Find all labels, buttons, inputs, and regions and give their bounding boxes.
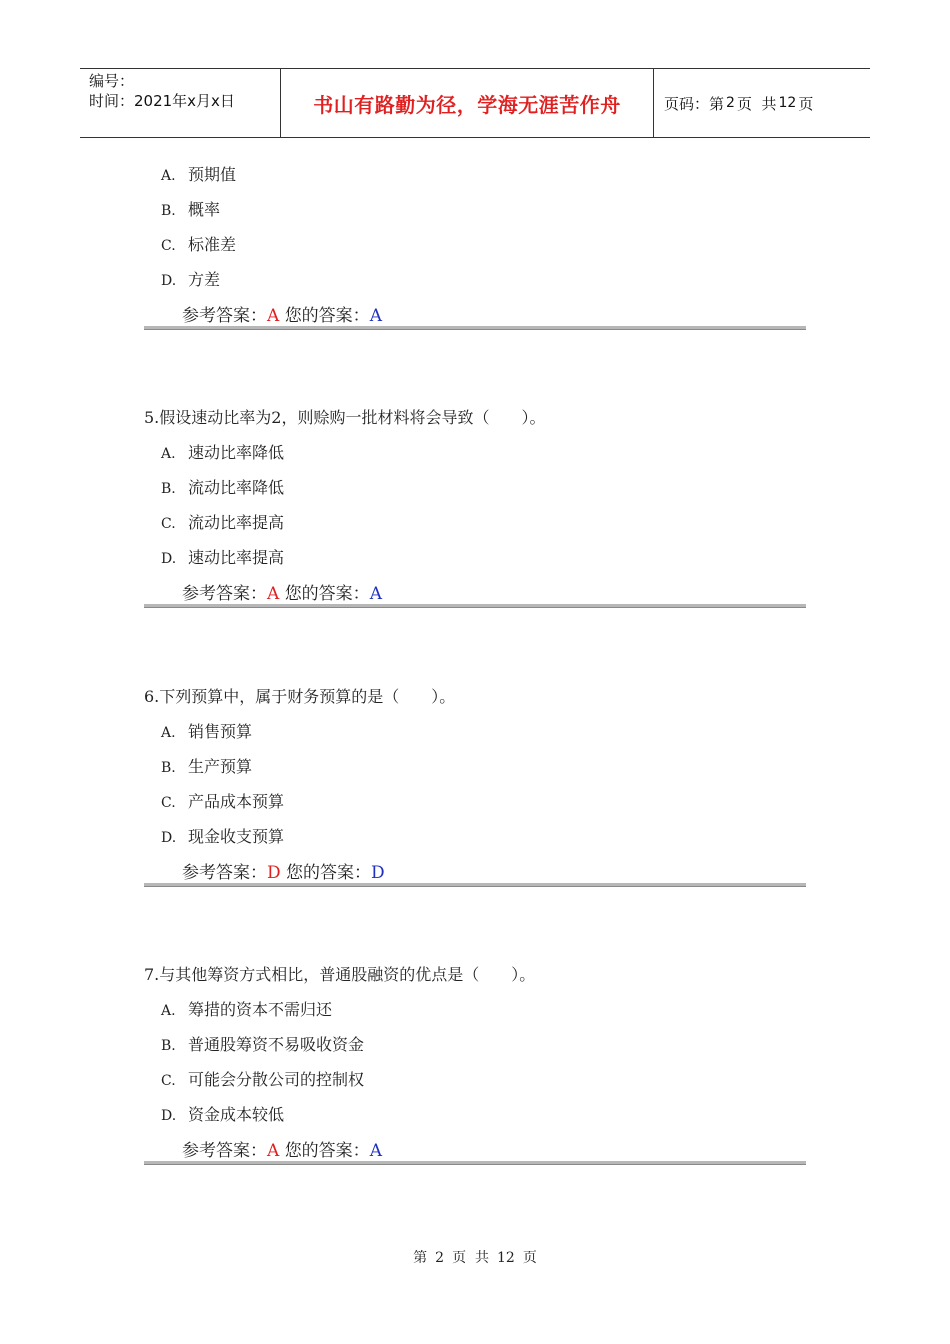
your-answer-label: 您的答案： (284, 584, 370, 604)
footer-page-prefix: 第 (413, 1250, 428, 1266)
question-divider (144, 1161, 806, 1165)
footer-page-total: 12 (497, 1250, 515, 1266)
header-page-suffix: 页 (798, 94, 814, 113)
question-stem: 6.下列预算中，属于财务预算的是（ ）。 (144, 687, 456, 706)
question-block-7 (144, 965, 806, 1162)
your-answer: A (369, 306, 382, 326)
header-page-total: 12 (778, 95, 797, 111)
option-c: C. 流动比率提高 (161, 513, 285, 532)
question-divider (144, 883, 806, 887)
answer-row (144, 305, 806, 327)
answer-row (144, 1140, 806, 1162)
question-block-6 (144, 687, 806, 884)
reference-answer: D (267, 863, 281, 883)
option-a: A. 预期值 (161, 165, 237, 184)
your-answer-label: 您的答案： (284, 306, 370, 326)
your-answer: A (369, 584, 382, 604)
option-b: B. 普通股筹资不易吸收资金 (161, 1035, 365, 1054)
question-divider (144, 604, 806, 608)
question-block-continued (144, 165, 806, 327)
document-number-label: 编号： (89, 72, 135, 90)
reference-answer-label: 参考答案： (182, 863, 267, 883)
option-d: D. 速动比率提高 (161, 548, 285, 567)
option-c: C. 可能会分散公司的控制权 (161, 1070, 365, 1089)
reference-answer: A (267, 1141, 280, 1161)
header-motto: 书山有路勤为径，学海无涯苦作舟 (281, 69, 654, 137)
header-page-current: 2 (726, 95, 735, 111)
question-block-5 (144, 408, 806, 605)
reference-answer: A (267, 584, 280, 604)
option-d: D. 资金成本较低 (161, 1105, 285, 1124)
option-a: A. 速动比率降低 (161, 443, 285, 462)
your-answer: D (371, 863, 385, 883)
reference-answer-label: 参考答案： (182, 1141, 267, 1161)
option-b: B. 概率 (161, 200, 221, 219)
page-footer (0, 1247, 950, 1267)
footer-page-current: 2 (435, 1250, 445, 1266)
option-d: D. 方差 (161, 270, 221, 289)
footer-page-mid: 页 共 (452, 1250, 489, 1266)
answer-row (144, 862, 806, 884)
option-c: C. 标准差 (161, 235, 237, 254)
reference-answer: A (267, 306, 280, 326)
header-page-prefix: 页码：第 (664, 94, 725, 113)
option-d: D. 现金收支预算 (161, 827, 285, 846)
answer-row (144, 583, 806, 605)
option-a: A. 销售预算 (161, 722, 253, 741)
question-stem: 7.与其他筹资方式相比，普通股融资的优点是（ ）。 (144, 965, 536, 984)
question-stem: 5.假设速动比率为2，则赊购一批材料将会导致（ ）。 (144, 408, 546, 427)
footer-page-suffix: 页 (522, 1250, 537, 1266)
header-page-mid: 页 共 (736, 94, 777, 113)
reference-answer-label: 参考答案： (182, 584, 267, 604)
document-time-label: 时间：2021年x月x日 (89, 92, 235, 110)
option-a: A. 筹措的资本不需归还 (161, 1000, 333, 1019)
your-answer-label: 您的答案： (286, 863, 372, 883)
your-answer-label: 您的答案： (284, 1141, 370, 1161)
question-divider (144, 326, 806, 330)
option-b: B. 流动比率降低 (161, 478, 285, 497)
page-header (80, 68, 870, 138)
header-meta (80, 69, 281, 137)
option-b: B. 生产预算 (161, 757, 253, 776)
your-answer: A (369, 1141, 382, 1161)
reference-answer-label: 参考答案： (182, 306, 267, 326)
header-page-indicator (654, 69, 870, 137)
option-c: C. 产品成本预算 (161, 792, 285, 811)
